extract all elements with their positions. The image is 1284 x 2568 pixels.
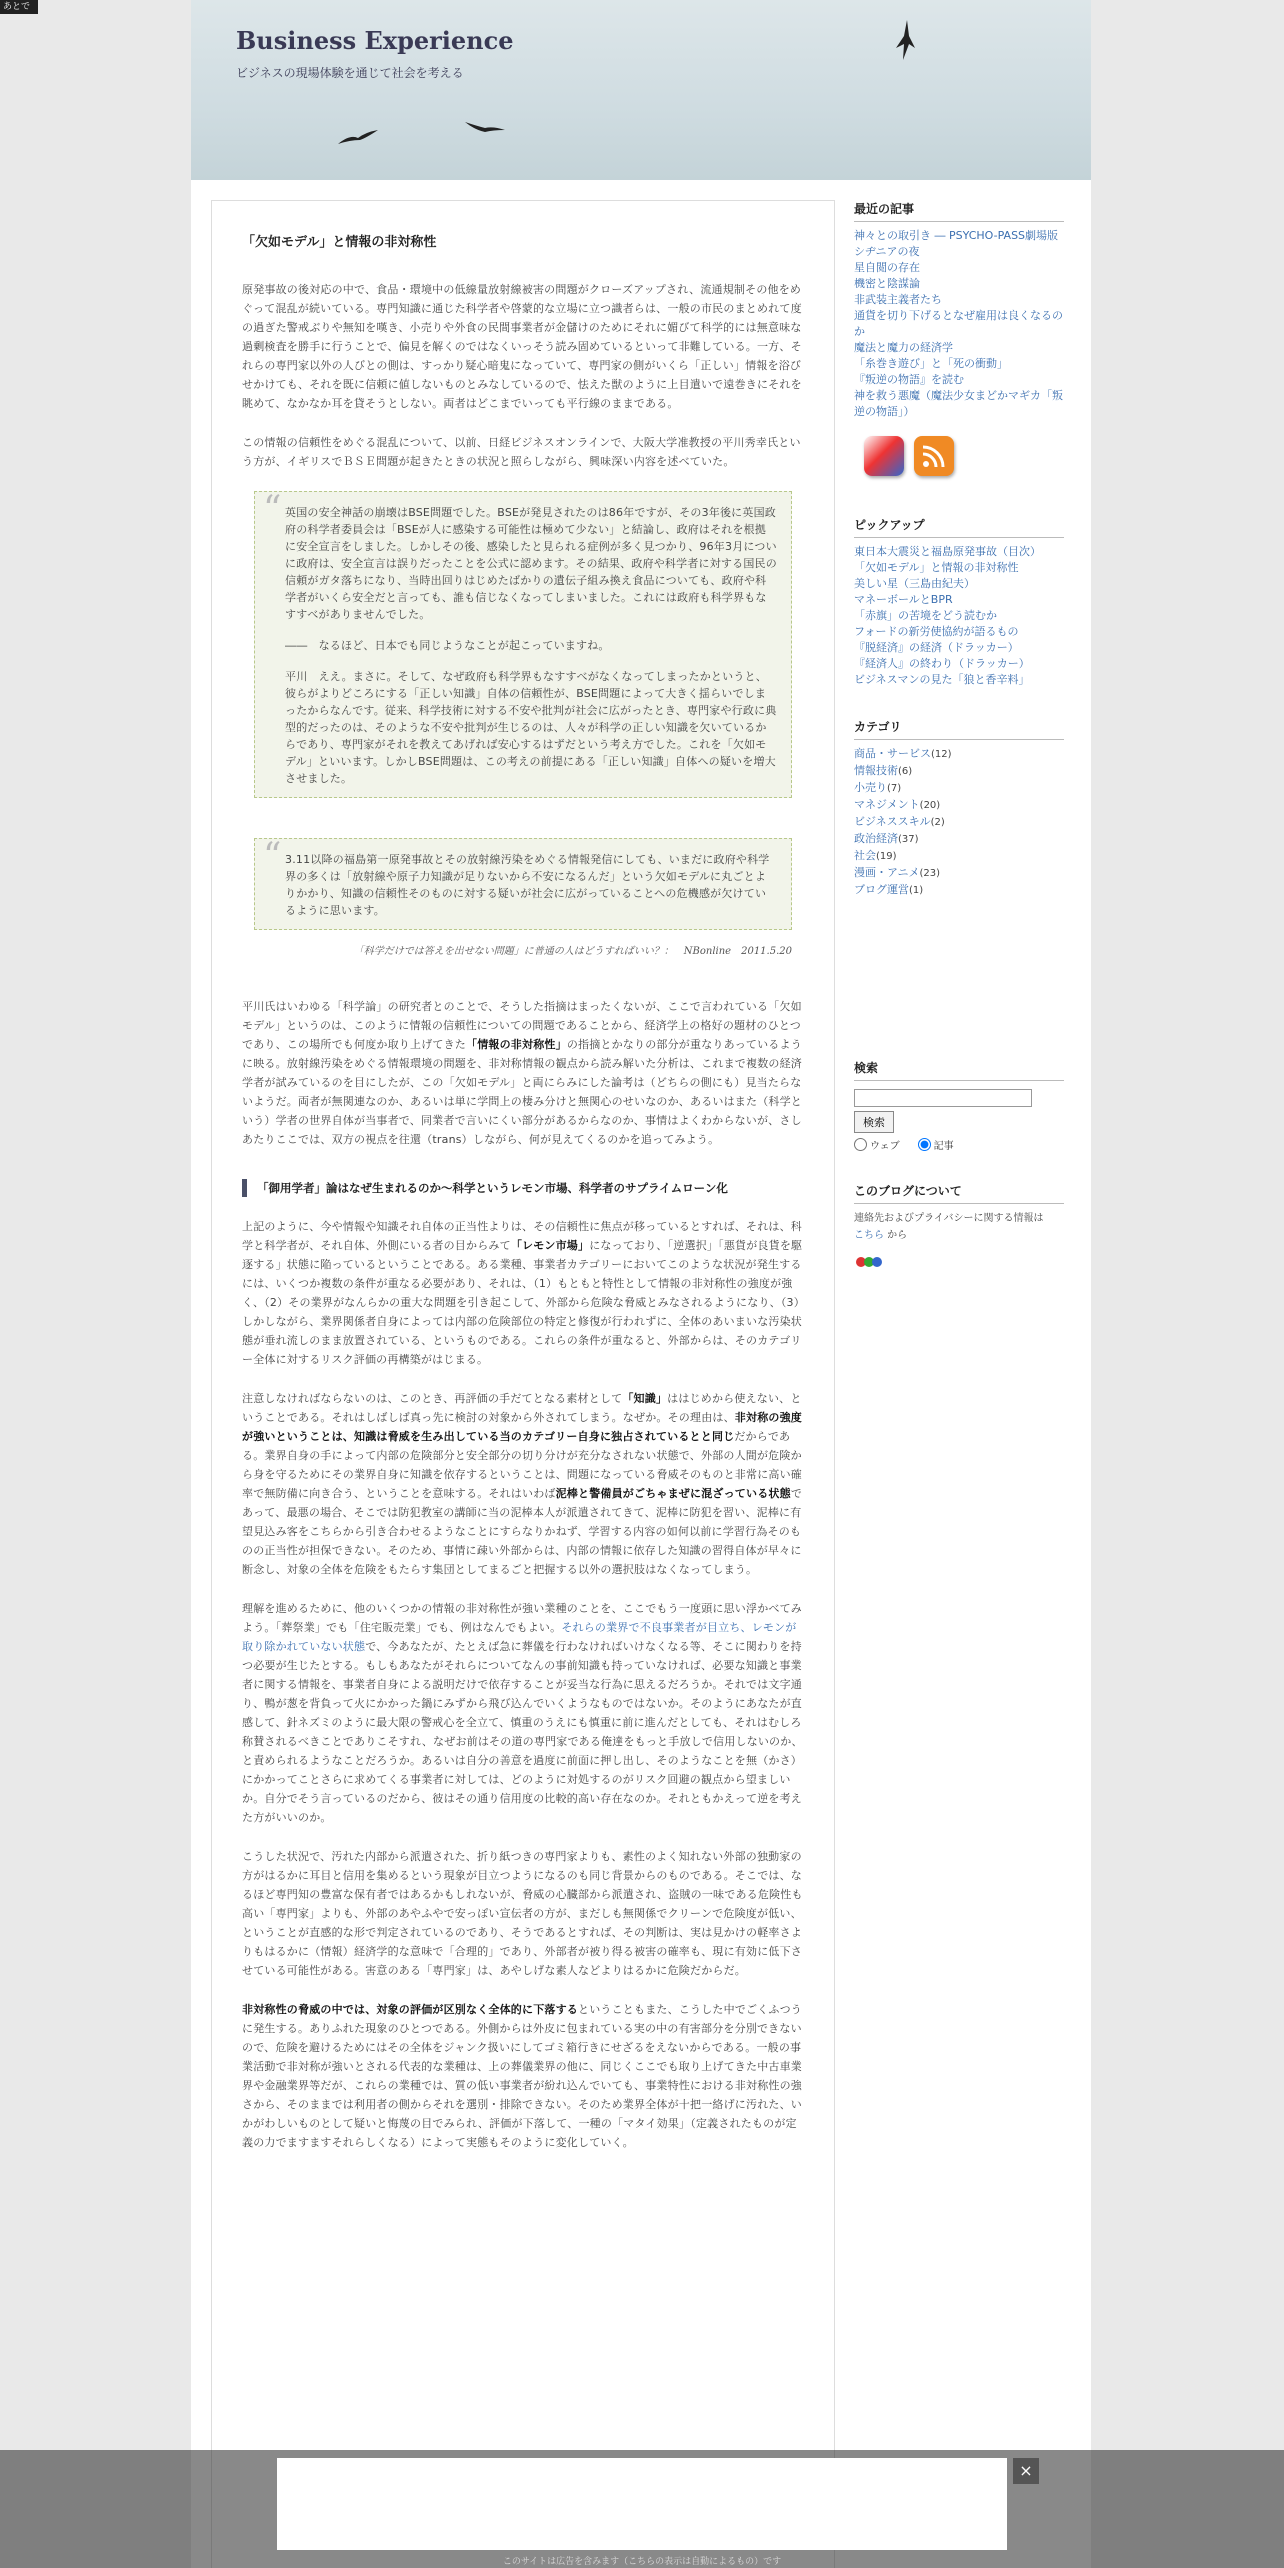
bird-icon [463, 118, 507, 138]
pickup-heading: ピックアップ [854, 516, 1064, 538]
search-heading: 検索 [854, 1059, 1064, 1081]
pickup-link[interactable]: 東日本大震災と福島原発事故（目次） [854, 545, 1041, 558]
recent-post-link[interactable]: 機密と陰謀論 [854, 277, 920, 290]
recent-post-link[interactable]: 神々との取引き ― PSYCHO-PASS劇場版 [854, 229, 1059, 242]
radio-article-input[interactable] [918, 1138, 931, 1151]
corner-badge: あとで [0, 0, 38, 14]
search-button[interactable]: 検索 [854, 1111, 894, 1133]
paragraph: 非対称性の脅威の中では、対象の評価が区別なく全体的に下落するということもまた、こうした中でごくふつうに発生する。ありふれた現象のひとつである。外側からは外皮に包まれている実の中の有害部分を分別できないので、危険を避けるためにはその全体をジャンク扱いにしてゴミ箱行きにせざるをえないからである。一般の事業活動で非対称が強いとされる代表的な業種は、上の葬儀業界の他に、同じくここでも取り上げてきた中古車業界や金融業界等だが、これらの業種では、質の低い事業者が紛れ込んでいても、事業特性における非対称性の強さから、そのままでは利用者の側からそれを選別・排除できない。そのため業界全体が十把一絡げに汚れた、いかがわしいものとして疑いと悔蔑の目でみられ、評価が下落して、一種の「マタイ効果」（定義されたものが定義の力でますますそれらしくなる）によって実態もそのように変化していく。 [242, 2003, 802, 2149]
recent-post-link[interactable]: 通貨を切り下げるとなぜ雇用は良くなるのか [854, 309, 1063, 338]
pickup [854, 516, 1064, 688]
quote-mark-icon: “ [263, 836, 282, 877]
inline-link[interactable]: それらの業界で不良事業者が目立ち、レモンが取り除かれていない状態 [242, 1621, 797, 1653]
category-link[interactable]: マネジメント(20) [854, 798, 941, 811]
paragraph: 注意しなければならないのは、このとき、再評価の手だてとなる素材として「知識」ははじめから使えない、ということである。それはしばしば真っ先に検討の対象から外されてしまう。なぜか。その理由は、非対称の強度が強いということは、知識は脅威を生み出している当のカテゴリー自身に独占されているとと同じだからである。業界自身の手によって内部の危険部分と安全部分の切り分けが充分なされない状態で、外部の人間が危険から身を守るためにその業界自身に知識を依存するということは、問題になっている脅威そのものと非常に高い確率で無防備に向き合う、ということを意味する。それはいわば泥棒と警備員がごちゃまぜに混ざっている状態であって、最悪の場合、そこでは防犯教室の講師に当の泥棒本人が派遣されてきて、泥棒に防犯を習い、泥棒に有望見込み客をこちらから引き合わせるようなことにすらなりかねず、学習する内容の如何以前に学習行為そのものの正当性が担保できない。そのため、事情に疎い外部からは、内部の情報に依存した知識の習得自体が早々に断念し、対象の全体を危険をもたらす集団としてまるごと把握する以外の選択肢はなくなってしまう。 [242, 1392, 803, 1576]
blockquote [254, 491, 792, 798]
paragraph: 理解を進めるために、他のいくつかの情報の非対称性が強い業種のことを、ここでもう一度頭に思い浮かべてみよう。「葬祭業」でも「住宅販売業」でも、例はなんでもよい。それらの業界で不良事業者が目立ち、レモンが取り除かれていない状態で、今あなたが、たとえば急に葬儀を行わなければいけなくなる等、そこに関わりを持つ必要が生じたとする。もしもあなたがそれらについてなんの事前知識も持っていなければ、必要な知識と事業者に関する情報を、事業者自身による説明だけで依存することが妥当な行為に思えるだろうか。それでは文字通り、鴨が葱を背負って火にかかった鍋にみずから飛び込んでいくようなものではないか。そのようにあなたが直感して、針ネズミのように最大限の警戒心を全立て、慎重のうえにも慎重に前に進んだとしても、それはむしろ称賛されるべきことでありこそすれ、なぜお前はその道の専門家である俺達をもっと手放しで信用しないのか、と責められるようなことだろうか。あるいは自分の善意を過度に前面に押し出し、そのようなことを無（かさ）にかかってことさらに求めてくる事業者に対しては、どのように対処するのがリスク回避の観点から望ましいか。自分でそう言っているのだから、彼はその通り信用度の比較的高い存在なのか。それともかえって逆を考えた方がいいのか。 [242, 1602, 803, 1824]
site-header [191, 0, 1091, 180]
main-content [211, 200, 835, 2568]
pickup-link[interactable]: 『脱経済』の経済（ドラッカー） [854, 641, 1019, 654]
categories-heading: カテゴリ [854, 718, 1064, 740]
recent-posts-heading: 最近の記事 [854, 200, 1064, 222]
paragraph: 上記のように、今や情報や知識それ自体の正当性よりは、その信頼性に焦点が移っているとすれば、それは、科学と科学者が、それ自体、外側にいる者の目からみて「レモン市場」になっており、「逆選択」「悪貨が良貨を駆逐する」状態に陥っているということである。ある業種、事業者カテゴリーにおいてこのような状況が発生するには、いくつか複数の条件が重なる必要があり、それは、（1）もともと特性として情報の非対称性の強度が強く、（2）その業界がなんらかの重大な問題を引き起こして、外部から危険な脅威とみなされるようになり、（3）しかしながら、業界関係者自身によっては内部の危険部位の特定と修復が行われずに、全体のあいまいな汚染状態が垂れ流しのまま放置されている、というものである。これらの条件が重なると、外部からは、そのカテゴリー全体に対するリスク評価の再構築がはじまる。 [242, 1220, 803, 1366]
bird-icon [891, 18, 921, 62]
category-link[interactable]: 商品・サービス(12) [854, 747, 952, 760]
pickup-link[interactable]: 「欠如モデル」と情報の非対称性 [854, 561, 1019, 574]
radio-web-input[interactable] [854, 1138, 867, 1151]
about-text: 連絡先およびプライバシーに関する情報は こちら から [854, 1213, 1044, 1241]
radio-web[interactable]: ウェブ [854, 1137, 900, 1152]
about-block [854, 1182, 1064, 1273]
category-link[interactable]: 社会(19) [854, 849, 897, 862]
bookmark-icon[interactable] [864, 436, 904, 476]
ad-overlay [0, 2450, 1284, 2568]
group-badge-icon [854, 1254, 884, 1270]
recent-post-link[interactable]: 神を救う悪魔（魔法少女まどかマギカ「叛逆の物語」） [854, 389, 1063, 418]
quote-paragraph: 3.11以降の福島第一原発事故とその放射線汚染をめぐる情報発信にしても、いまだに政府や科学界の多くは「放射線や原子力知識が足りないから不安になるんだ」という欠如モデルに丸ごとよりかかり、知識の信頼性そのものに対する疑いが社会に広がっていることへの危機感が欠けているように思います。 [285, 853, 770, 917]
recent-post-link[interactable]: 星自閲の存在 [854, 261, 920, 274]
category-link[interactable]: 漫画・アニメ(23) [854, 866, 940, 879]
pickup-link[interactable]: 美しい星（三島由紀夫） [854, 577, 975, 590]
recent-post-link[interactable]: 「糸巻き遊び」と「死の衝動」 [854, 357, 1008, 370]
about-heading: このブログについて [854, 1182, 1064, 1204]
category-link[interactable]: 小売り(7) [854, 781, 902, 794]
quote-paragraph: 平川 ええ。まさに。そして、なぜ政府も科学界もなすすべがなくなってしまったかというと、彼らがよりどころにする「正しい知識」自体の信頼性が、BSE問題によって大きく揺らいでしまったからなんです。従来、科学技術に対する不安や批判が社会に広がったとき、専門家や行政に典型的だったのは、そのような不安や批判が生じるのは、人々が科学の正しい知識を欠いているからであり、専門家がそれを教えてあげれば安心するはずだという考え方でした。これを「欠如モデル」といいます。しかしBSE問題は、この考えの前提にある「正しい知識」自体への疑いを増大させました。 [285, 670, 777, 785]
search-input[interactable] [854, 1089, 1032, 1107]
recent-post-link[interactable]: シヂニアの夜 [854, 245, 920, 258]
quote-mark-icon: “ [263, 489, 282, 530]
recent-post-link[interactable]: 非武装主義者たち [854, 293, 942, 306]
recent-posts [854, 200, 1064, 476]
sidebar [854, 200, 1064, 1303]
close-icon[interactable]: × [1013, 2458, 1039, 2484]
category-link[interactable]: 政治経済(37) [854, 832, 919, 845]
overlay-note: このサイトは広告を含みます（こちらの表示は自動によるもの）です [502, 2557, 782, 2567]
recent-post-link[interactable]: 『叛逆の物語』を読む [854, 373, 964, 386]
quote-paragraph: 英国の安全神話の崩壊はBSE問題でした。BSEが発見されたのは86年ですが、その3年後に英国政府の科学者委員会は「BSEが人に感染する可能性は極めて少ない」と結論し、政府はそれを根拠に安全宣言をしました。しかしその後、感染したと見られる症例が多く見つかり、96年3月についに政府は、安全宣言は誤りだったことを公式に認めます。その結果、政府や科学者に対する国民の信頼がガタ落ちになり、当時出回りはじめたばかりの遺伝子組み換え食品についても、政府や科学者がいくら安全だと言っても、誰も信じなくなってしまいました。これには政府も科学界もなすすべがありませんでした。 [285, 506, 777, 621]
quote-citation[interactable]: 「科学だけでは答えを出せない問題」に普通の人はどうすればいい？： NBonline 2011.5.20 [353, 946, 792, 957]
pickup-link[interactable]: マネーボールとBPR [854, 593, 953, 606]
recent-post-link[interactable]: 魔法と魔力の経済学 [854, 341, 953, 354]
quote-paragraph: ―― なるほど、日本でも同じようなことが起こっていますね。 [285, 639, 610, 652]
category-link[interactable]: ビジネススキル(2) [854, 815, 945, 828]
pickup-link[interactable]: フォードの新労使協約が語るもの [854, 625, 1019, 638]
about-link[interactable]: こちら [854, 1230, 884, 1241]
category-link[interactable]: 情報技術(6) [854, 764, 913, 777]
paragraph: 原発事故の後対応の中で、食品・環境中の低線量放射線被害の問題がクローズアップされ、流通規制その他をめぐって混乱が続いている。専門知識に通じた科学者や啓蒙的な立場に立つ識者らは、一般の市民のまとめれて度の過ぎた警戒ぶりや無知を嘆き、小売りや外食の民間事業者が金儲けのためにそれに媚びて科学的には無意味な過剰検査を勝手に行うことで、偏見を解くのではなくいっそう読み固めているといって非難している。一方、それらの専門家以外の人びとの側は、すっかり疑心暗鬼になっていて、専門家の側がいくら「正しい」情報を浴びせかけても、それを既に信頼に値しないものとみなしているので、怯えた獣のように上目遣いで遠巻きにそれを眺めて、なかなか耳を貸そうとしない。両者はどこまでいっても平行線のままである。 [242, 283, 802, 410]
blockquote [254, 838, 792, 930]
radio-article[interactable]: 記事 [918, 1137, 954, 1152]
site-subtitle: ビジネスの現場体験を通じて社会を考える [236, 66, 464, 80]
paragraph: この情報の信頼性をめぐる混乱について、以前、日経ビジネスオンラインで、大阪大学准教授の平川秀幸氏という方が、イギリスでＢＳＥ問題が起きたときの状況と照らしながら、興味深い内容を述べていた。 [242, 436, 801, 468]
search-scope [854, 1137, 1064, 1152]
pickup-link[interactable]: 「赤旗」の苦境をどう読むか [854, 609, 997, 622]
paragraph: こうした状況で、汚れた内部から派遣された、折り紙つきの専門家よりも、素性のよく知れない外部の独動家の方がはるかに耳目と信用を集めるという現象が目立つようになるのも同じ背景からのものである。そこでは、なるほど専門知の豊富な保有者ではあるかもしれないが、脅威の心臓部から派遣され、盗賊の一味である危険性も高い「専門家」よりも、外部のあやふやで安っぽい宣伝者の方が、まだしも無関係でクリーンで危険度が低い、ということが直感的な形で判定されているのであり、そうであるとすれば、その判断は、実は見かけの軽率さよりもはるかに（情報）経済学的な意味で「合理的」であり、外部者が被り得る被害の確率も、現に有効に低下させている可能性がある。害意のある「専門家」は、あやしげな素人などよりはるかに危険だからだ。 [242, 1850, 803, 1977]
pickup-link[interactable]: ビジネスマンの見た「狼と香辛料」 [854, 673, 1030, 686]
section-heading: 「御用学者」論はなぜ生まれるのか～科学というレモン市場、科学者のサプライムローン化 [242, 1179, 804, 1197]
categories [854, 718, 1064, 899]
site-title[interactable]: Business Experience [236, 26, 514, 55]
post-title[interactable]: 「欠如モデル」と情報の非対称性 [242, 235, 437, 250]
ad-box[interactable] [277, 2458, 1007, 2550]
paragraph: 平川氏はいわゆる「科学論」の研究者とのことで、そうした指摘はまったくないが、ここで言われている「欠如モデル」というのは、このように情報の信頼性についての問題であることから、経済学上の格好の題材のひとつであり、この場所でも何度か取り上げてきた「情報の非対称性」の指摘とかなりの部分が重なりあっているように映る。放射線汚染をめぐる情報環境の問題を、非対称情報の観点から読み解いた分析は、これまで複数の経済学者が試みているのを目にしたが、この「欠如モデル」と両にらみにした論考は（どちらの側にも）見当たらないようだ。両者が無関連なのか、あるいは単に学問上の棲み分けと無関心のせいなのか、あるいはまた（科学という）学者の世界自体が当事者で、同業者で言いにくい部分があるからなのか、事情はよくわからないが、さしあたりここでは、双方の視点を往還（trans）しながら、何が見えてくるのかを追ってみよう。 [242, 1000, 802, 1146]
rss-feed-icon[interactable] [914, 436, 954, 476]
pickup-link[interactable]: 『経済人』の終わり（ドラッカー） [854, 657, 1030, 670]
search-block [854, 1059, 1064, 1152]
bird-icon [336, 128, 380, 148]
category-link[interactable]: ブログ運営(1) [854, 883, 924, 896]
page-container [191, 0, 1091, 2568]
